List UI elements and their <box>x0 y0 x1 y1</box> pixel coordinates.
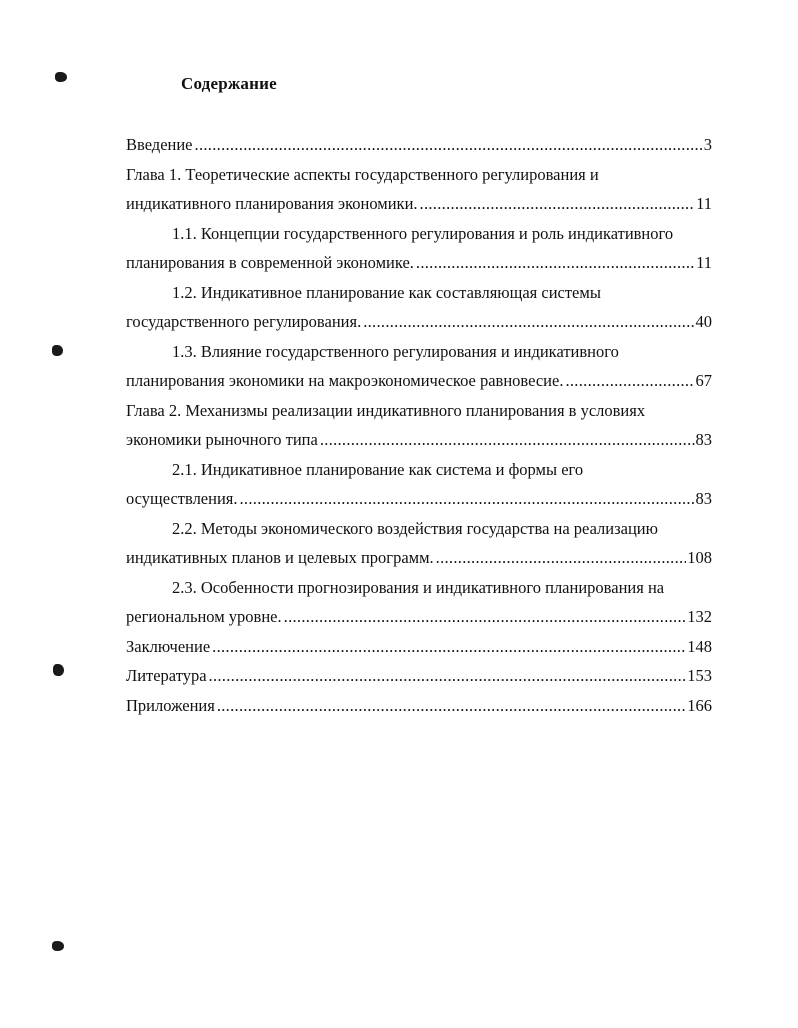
toc-page-number: 83 <box>695 430 712 449</box>
scan-blot <box>53 664 64 676</box>
toc-entry-text: Введение <box>126 135 193 154</box>
dot-leader <box>420 189 696 219</box>
toc-section-2-2-line1: 2.2. Методы экономического воздействия государства на реализацию <box>172 518 658 538</box>
toc-entry-text: региональном уровне. <box>126 607 282 626</box>
toc-page-number: 153 <box>687 666 712 685</box>
toc-chapter-2-line1: Глава 2. Механизмы реализации индикативного планирования в условиях <box>126 400 646 420</box>
toc-section-2-1 <box>126 484 712 514</box>
table-of-contents <box>126 130 712 720</box>
toc-chapter-1 <box>126 189 712 219</box>
toc-page-number: 3 <box>703 135 712 154</box>
toc-entry-literature <box>126 661 712 691</box>
toc-entry-text: осуществления. <box>126 489 238 508</box>
toc-section-2-1-line1: 2.1. Индикативное планирование как система и формы его <box>172 459 584 479</box>
toc-entry-text: Приложения <box>126 695 215 715</box>
dot-leader <box>209 661 687 691</box>
toc-entry-conclusion <box>126 632 712 662</box>
toc-section-1-2-line1: 1.2. Индикативное планирование как составляющая системы <box>172 282 601 302</box>
toc-section-2-2 <box>126 543 712 573</box>
toc-entry-text: планирования экономики на макроэкономическое равновесие. <box>126 371 564 390</box>
toc-section-1-1 <box>126 248 712 278</box>
toc-entry-text: планирования в современной экономике. <box>126 253 414 272</box>
toc-page-number: 166 <box>687 695 712 715</box>
scan-blot <box>52 941 64 951</box>
toc-entry-text: Литература <box>126 666 207 685</box>
toc-section-2-3 <box>126 602 712 632</box>
toc-page-number: 83 <box>695 489 712 508</box>
toc-chapter-2 <box>126 425 712 455</box>
toc-page-number: 132 <box>687 607 712 626</box>
toc-entry-text: государственного регулирования. <box>126 312 362 331</box>
dot-leader <box>565 366 694 396</box>
toc-section-2-3-line1: 2.3. Особенности прогнозирования и индикативного планирования на <box>172 577 665 597</box>
toc-section-1-3 <box>126 366 712 396</box>
toc-page-number: 40 <box>695 312 712 331</box>
toc-page-number: 67 <box>695 371 712 390</box>
dot-leader <box>363 307 694 337</box>
toc-section-1-1-line1: 1.1. Концепции государственного регулирования и роль индикативного <box>172 223 674 243</box>
toc-entry-text: индикативных планов и целевых программ. <box>126 548 434 567</box>
toc-page-number: 11 <box>696 253 712 272</box>
toc-page-number: 148 <box>687 636 712 656</box>
toc-entry-text: Заключение <box>126 636 211 656</box>
scan-blot <box>52 345 63 356</box>
dot-leader <box>320 425 695 455</box>
toc-entry-introduction <box>126 130 712 160</box>
dot-leader <box>240 484 695 514</box>
dot-leader <box>212 632 686 662</box>
toc-page-number: 108 <box>687 548 712 567</box>
toc-chapter-1-line1: Глава 1. Теоретические аспекты государственного регулирования и <box>126 164 599 184</box>
toc-entry-text: экономики рыночного типа <box>126 430 318 449</box>
dot-leader <box>195 130 703 160</box>
page-title: Содержание <box>181 74 277 93</box>
dot-leader <box>217 691 686 721</box>
scan-blot <box>55 72 67 82</box>
dot-leader <box>436 543 687 573</box>
toc-entry-text: индикативного планирования экономики. <box>126 194 418 213</box>
toc-entry-appendices <box>126 691 712 721</box>
dot-leader <box>416 248 695 278</box>
dot-leader <box>284 602 687 632</box>
toc-section-1-3-line1: 1.3. Влияние государственного регулирования и индикативного <box>172 341 619 361</box>
toc-page-number: 11 <box>696 194 712 213</box>
toc-section-1-2 <box>126 307 712 337</box>
